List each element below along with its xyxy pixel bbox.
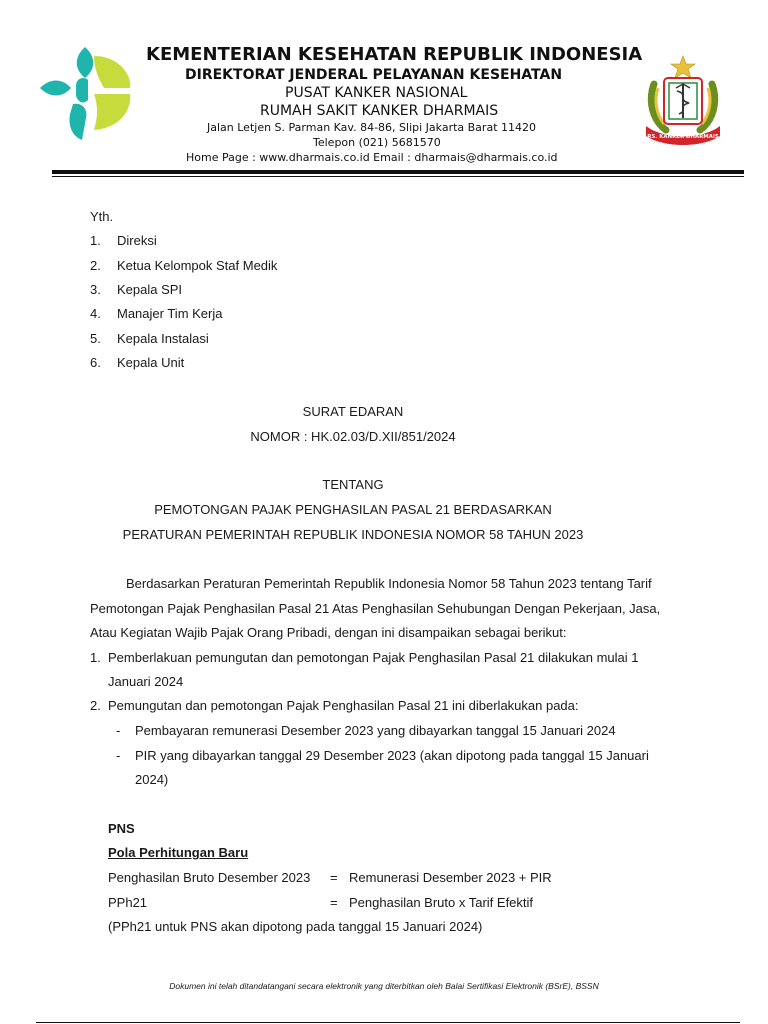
equals-sign: = (330, 895, 338, 910)
pns-heading: PNS (108, 821, 135, 836)
salutation: Yth. (90, 209, 114, 224)
hospital-address: Jalan Letjen S. Parman Kav. 84-86, Slipi Jakarta Barat 11420 (207, 121, 536, 134)
hospital-seal (640, 54, 726, 146)
letterhead-divider-thick (52, 170, 744, 174)
intro-paragraph: Pemotongan Pajak Penghasilan Pasal 21 Atas Penghasilan Sehubungan Dengan Pekerjaan, Jasa, (90, 601, 661, 616)
intro-paragraph: Berdasarkan Peraturan Pemerintah Republik Indonesia Nomor 58 Tahun 2023 tentang Tarif (126, 576, 652, 591)
ministry-name: KEMENTERIAN KESEHATAN REPUBLIK INDONESIA (146, 44, 643, 65)
recipient-number: 4. (90, 306, 101, 321)
ministry-logo (38, 44, 134, 144)
svg-text:RS. KANKER DHARMAIS: RS. KANKER DHARMAIS (647, 134, 719, 140)
letterhead-divider-thin (52, 176, 744, 177)
point-text: Pemungutan dan pemotongan Pajak Penghasilan Pasal 21 ini diberlakukan pada: (108, 698, 579, 713)
subject-line: PERATURAN PEMERINTAH REPUBLIK INDONESIA NOMOR 58 TAHUN 2023 (122, 527, 584, 542)
subject-line: PEMOTONGAN PAJAK PENGHASILAN PASAL 21 BERDASARKAN (154, 502, 552, 517)
recipient-item: Direksi (117, 233, 157, 248)
sub-item: Pembayaran remunerasi Desember 2023 yang dibayarkan tanggal 15 Januari 2024 (135, 723, 616, 738)
calculation-label: PPh21 (108, 895, 148, 910)
recipient-item: Kepala SPI (117, 282, 183, 297)
about-label: TENTANG (322, 477, 384, 492)
directorate-name: DIREKTORAT JENDERAL PELAYANAN KESEHATAN (185, 67, 563, 83)
point-text: Januari 2024 (108, 674, 184, 689)
recipient-number: 5. (90, 331, 101, 346)
bullet-marker: - (116, 748, 121, 763)
footer-divider (36, 1022, 740, 1023)
point-text: Pemberlakuan pemungutan dan pemotongan Pajak Penghasilan Pasal 21 dilakukan mulai 1 (108, 650, 639, 665)
calculation-value: Penghasilan Bruto x Tarif Efektif (349, 895, 534, 910)
recipient-item: Ketua Kelompok Staf Medik (117, 258, 278, 273)
recipient-number: 2. (90, 258, 101, 273)
document-number: NOMOR : HK.02.03/D.XII/851/2024 (250, 429, 456, 444)
document-type: SURAT EDARAN (302, 404, 404, 419)
intro-paragraph: Atau Kegiatan Wajib Pajak Orang Pribadi, dengan ini disampaikan sebagai berikut: (90, 625, 567, 640)
recipient-item: Kepala Unit (117, 355, 185, 370)
hospital-contact: Home Page : www.dharmais.co.id Email : dharmais@dharmais.co.id (186, 151, 558, 164)
recipient-item: Manajer Tim Kerja (117, 306, 223, 321)
bullet-marker: - (116, 723, 121, 738)
e-signature-notice: Dokumen ini telah ditandatangani secara elektronik yang diterbitkan oleh Balai Sertifikasi Elektronik (BSrE), BSSN (169, 981, 599, 991)
recipient-number: 3. (90, 282, 101, 297)
recipient-number: 6. (90, 355, 101, 370)
center-name: PUSAT KANKER NASIONAL (285, 85, 468, 101)
pns-note: (PPh21 untuk PNS akan dipotong pada tanggal 15 Januari 2024) (108, 919, 483, 934)
calculation-value: Remunerasi Desember 2023 + PIR (349, 870, 552, 885)
hospital-phone: Telepon (021) 5681570 (313, 136, 441, 149)
point-number: 1. (90, 650, 101, 665)
sub-item: 2024) (135, 772, 169, 787)
recipient-item: Kepala Instalasi (117, 331, 209, 346)
calculation-heading: Pola Perhitungan Baru (108, 845, 249, 860)
recipient-number: 1. (90, 233, 101, 248)
point-number: 2. (90, 698, 101, 713)
hospital-name: RUMAH SAKIT KANKER DHARMAIS (260, 103, 499, 119)
calculation-label: Penghasilan Bruto Desember 2023 (108, 870, 311, 885)
sub-item: PIR yang dibayarkan tanggal 29 Desember 2023 (akan dipotong pada tanggal 15 Januari (135, 748, 649, 763)
equals-sign: = (330, 870, 338, 885)
